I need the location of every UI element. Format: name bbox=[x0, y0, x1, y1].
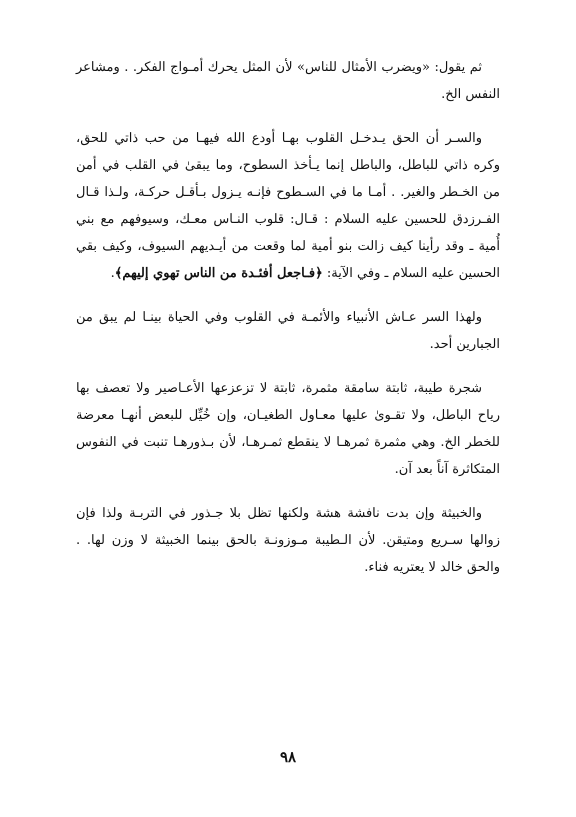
paragraph-2-text: والسـر أن الحق يـدخـل القلوب بهـا أودع الله فيهـا من حب ذاتي للحق، وكره ذاتي للباطل، والباطل إنما يـأخذ السطوح، وما يبقىٰ في القلب في أمن من الخـطر والغير. . أمـا ما في السـطوح فإنـه يـزول بـأقـل حركـة، ولـذا قـال الفـرزدق للحسين عليه السلام : قـال: قلوب النـاس معـك، وسيوفهم مع بني أُمية ـ وقد رأينا كيف زالت بنو أمية لما وقعت من أيـديهم السيوف، وكيف بقي الحسين عليه السلام ـ وفي الآية: bbox=[76, 131, 500, 281]
page-number: ٩٨ bbox=[279, 748, 297, 766]
paragraph-4-text: شجرة طيبة، ثابتة سامقة مثمرة، ثابتة لا تزعزعها الأعـاصير ولا تعصف بها رياح الباطل، ولا تقـوىٰ عليها معـاول الطغيـان، وإن خُيِّل للبعض أنهـا معرضة للخطر الخ. وهي مثمرة ثمرهـا لا ينقطع ثمـرهـا، لأن بـذورهـا تنبت في النفوس المتكاثرة آناً بعد آن. bbox=[76, 381, 500, 477]
paragraph-1 bbox=[76, 54, 500, 108]
body-text bbox=[76, 54, 500, 581]
paragraph-1-text: ثم يقول: «ويضرب الأمثال للناس» لأن المثل يحرك أمـواج الفكر. . ومشاعر النفس الخ. bbox=[76, 60, 500, 102]
paragraph-3 bbox=[76, 304, 500, 358]
paragraph-2 bbox=[76, 125, 500, 287]
paragraph-5-text: والخبيثة وإن بدت نافشة هشة ولكنها تظل بلا جـذور في التربـة ولذا فإن زوالها سـريع ومتيقن. لأن الـطيبة مـوزونـة بالحق بينما الخبيثة لا وزن لها. . والحق خالد لا يعتريه فناء. bbox=[76, 506, 500, 575]
paragraph-5 bbox=[76, 500, 500, 581]
paragraph-2-end: . bbox=[110, 266, 115, 281]
paragraph-4 bbox=[76, 375, 500, 483]
paragraph-3-text: ولهذا السر عـاش الأنبياء والأئمـة في القلوب وفي الحياة بينـا لم يبق من الجبارين أحد. bbox=[76, 310, 500, 352]
quran-verse: ﴿فـاجعل أفئـدة من الناس تهوي إليهم﴾ bbox=[114, 266, 323, 281]
